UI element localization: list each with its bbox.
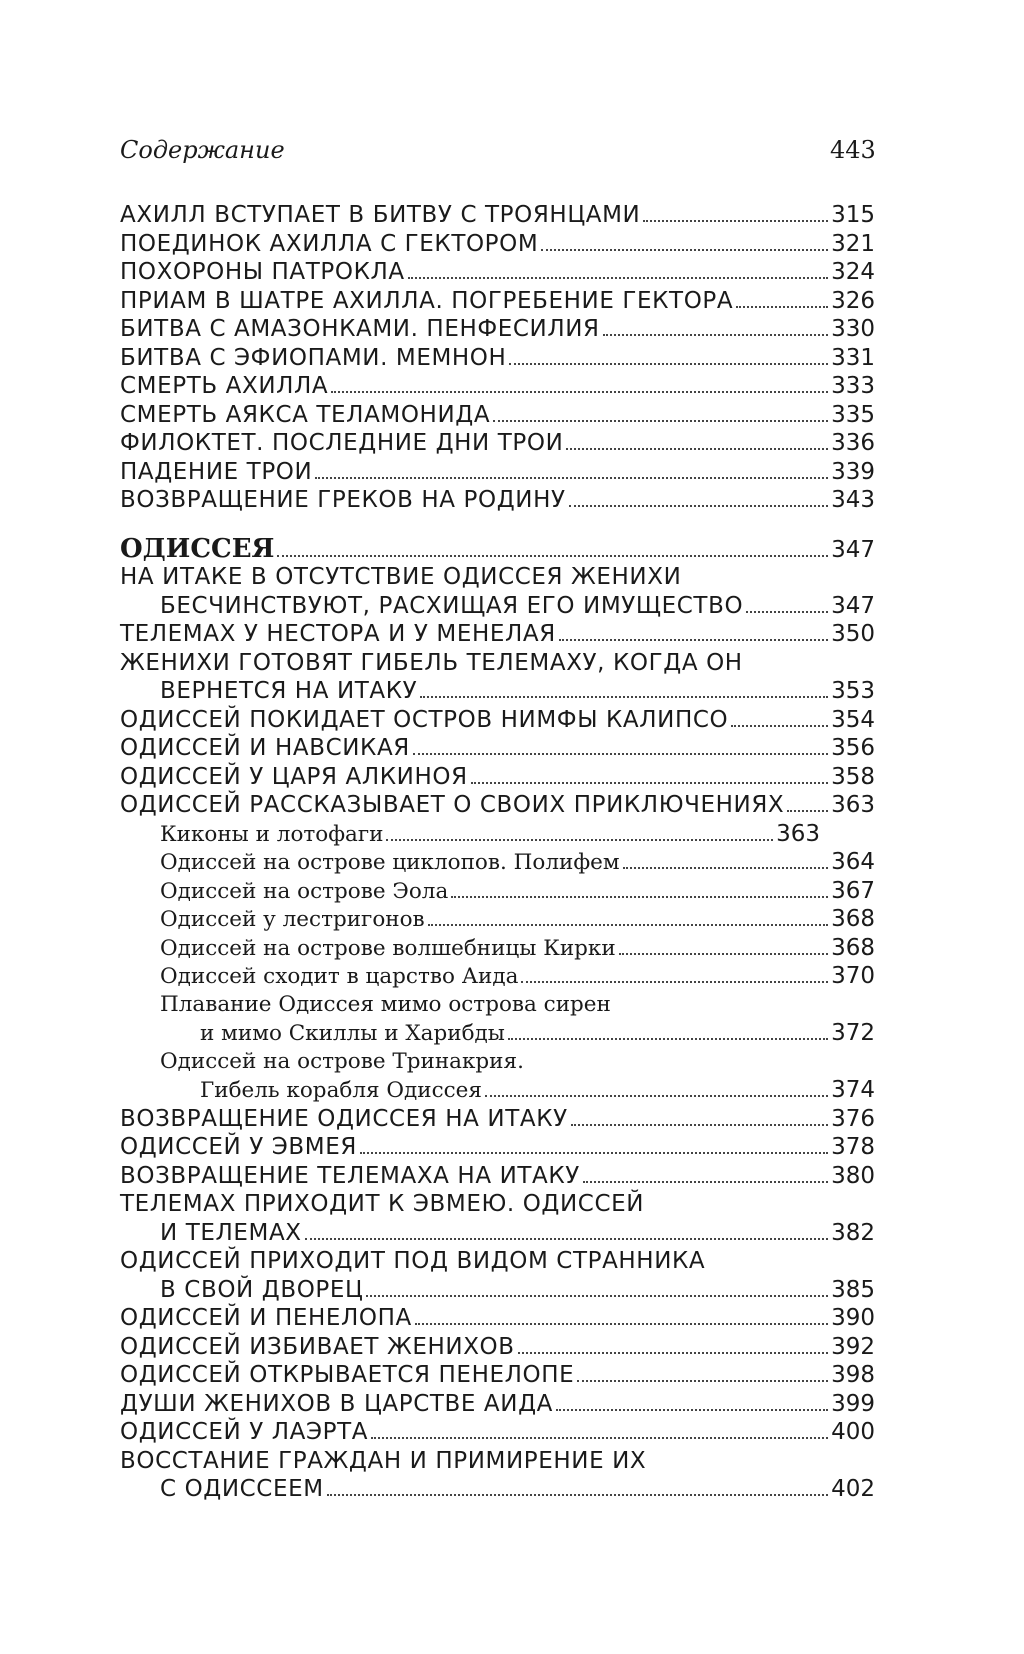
toc-entry-title: и мимо Скиллы и Харибды — [200, 1021, 505, 1046]
toc-page-number: 358 — [831, 763, 875, 790]
toc-entry-title: Одиссей у лестригонов — [160, 907, 425, 932]
toc-entry-line — [120, 1076, 875, 1105]
toc-page-number: 376 — [831, 1105, 875, 1132]
toc-entry-line — [120, 1361, 875, 1390]
toc-entry-line — [120, 763, 875, 792]
running-header-title: Содержание — [120, 136, 285, 164]
toc-entry-line — [120, 1333, 875, 1362]
dot-leader — [746, 611, 828, 613]
toc-entry-line — [120, 734, 875, 763]
toc-entry-line — [120, 401, 875, 430]
toc-page-number: 353 — [831, 678, 875, 704]
toc-page-number: 356 — [831, 735, 875, 761]
toc-page-number: 400 — [831, 1419, 875, 1445]
toc-entry-title: ОДИССЕЙ У ЛАЭРТА — [120, 1419, 369, 1445]
toc-entry-title: БИТВА С АМАЗОНКАМИ. ПЕНФЕСИЛИЯ — [120, 316, 600, 342]
toc-entry-line — [120, 848, 875, 877]
toc-entry-title: ВОЗВРАЩЕНИЕ ГРЕКОВ НА РОДИНУ — [120, 487, 566, 513]
toc-entry-title: В СВОЙ ДВОРЕЦ — [160, 1276, 364, 1303]
toc-page-number: 321 — [831, 230, 875, 257]
toc-entry-title: ПОЕДИНОК АХИЛЛА С ГЕКТОРОМ — [120, 230, 539, 257]
dot-leader — [577, 1380, 828, 1382]
toc-page-number: 336 — [831, 430, 875, 456]
toc-entry-line — [120, 1304, 875, 1333]
toc-entry-line — [120, 1162, 875, 1191]
toc-page-number: 333 — [831, 373, 875, 399]
toc-entry-line — [120, 677, 875, 706]
dot-leader — [559, 639, 828, 641]
toc-part-heading — [120, 535, 875, 564]
toc-page-number: 370 — [831, 963, 875, 989]
toc-entry-title: ОДИССЕЙ ПРИХОДИТ ПОД ВИДОМ СТРАННИКА — [120, 1248, 706, 1274]
dot-leader — [619, 953, 828, 955]
dot-leader — [366, 1295, 828, 1297]
toc-entry-line — [120, 1390, 875, 1419]
toc-page-number: 372 — [831, 1020, 875, 1046]
dot-leader — [518, 1352, 828, 1354]
table-of-contents — [120, 201, 875, 1504]
toc-entry-title: ОДИССЕЙ ИЗБИВАЕТ ЖЕНИХОВ — [120, 1333, 515, 1360]
toc-entry-title: ПРИАМ В ШАТРЕ АХИЛЛА. ПОГРЕБЕНИЕ ГЕКТОРА — [120, 287, 734, 314]
toc-entry-title: БИТВА С ЭФИОПАМИ. МЕМНОН — [120, 344, 507, 371]
toc-page-number: 326 — [831, 287, 875, 314]
toc-entry-title: ВОЗВРАЩЕНИЕ ОДИССЕЯ НА ИТАКУ — [120, 1105, 568, 1132]
dot-leader — [428, 924, 828, 926]
toc-page-number: 390 — [831, 1305, 875, 1331]
toc-entry-title: ОДИССЕЙ И НАВСИКАЯ — [120, 735, 410, 761]
toc-page-number: 350 — [831, 621, 875, 647]
toc-entry-line — [120, 287, 875, 316]
toc-entry-title: ОДИССЕЙ ОТКРЫВАЕТСЯ ПЕНЕЛОПЕ — [120, 1362, 575, 1388]
toc-entry-title: АХИЛЛ ВСТУПАЕТ В БИТВУ С ТРОЯНЦАМИ — [120, 202, 641, 228]
dot-leader — [371, 1437, 828, 1439]
toc-entry-title: ВОЗВРАЩЕНИЕ ТЕЛЕМАХА НА ИТАКУ — [120, 1162, 580, 1189]
toc-entry-line — [120, 429, 875, 458]
toc-page-number: 363 — [776, 820, 820, 847]
toc-entry-line — [120, 1133, 875, 1162]
dot-leader — [541, 249, 828, 251]
toc-entry-title: ОДИССЕЙ У ЭВМЕЯ — [120, 1134, 357, 1160]
toc-entry-line — [120, 649, 875, 678]
toc-entry-title: Одиссей на острове циклопов. Полифем — [160, 850, 620, 875]
dot-leader — [420, 696, 828, 698]
toc-page-number: 335 — [831, 401, 875, 428]
toc-entry-title: Одиссей на острове Эола — [160, 878, 449, 904]
toc-page-number: 315 — [831, 202, 875, 228]
toc-entry-line — [120, 1475, 875, 1504]
toc-page-number: 385 — [831, 1276, 875, 1303]
toc-entry-title: И ТЕЛЕМАХ — [160, 1219, 302, 1246]
toc-entry-line — [120, 458, 875, 487]
toc-entry-line — [120, 991, 875, 1020]
toc-entry-line — [120, 877, 875, 906]
toc-entry-title: ОДИССЕЯ — [120, 533, 275, 564]
toc-entry-title: ВЕРНЕТСЯ НА ИТАКУ — [160, 678, 418, 704]
toc-entry-line — [120, 344, 875, 373]
toc-entry-line — [120, 905, 875, 934]
dot-leader — [451, 896, 828, 898]
toc-entry-line — [120, 1190, 875, 1219]
dot-leader — [327, 1494, 828, 1496]
dot-leader — [569, 505, 829, 507]
toc-entry-line — [120, 372, 875, 401]
toc-entry-line — [120, 563, 875, 592]
toc-page-number: 347 — [831, 536, 875, 563]
toc-page-number: 378 — [831, 1134, 875, 1160]
toc-page-number: 347 — [831, 592, 875, 619]
dot-leader — [413, 753, 828, 755]
toc-entry-title: ПАДЕНИЕ ТРОИ — [120, 458, 313, 485]
dot-leader — [386, 839, 773, 841]
toc-page-number: 380 — [831, 1162, 875, 1189]
dot-leader — [315, 477, 828, 479]
dot-leader — [415, 1323, 828, 1325]
toc-entry-line — [120, 1447, 875, 1476]
toc-entry-title: ПОХОРОНЫ ПАТРОКЛА — [120, 259, 405, 285]
dot-leader — [603, 334, 828, 336]
toc-entry-line — [120, 706, 875, 735]
toc-page-number: 402 — [831, 1476, 875, 1502]
toc-page-number: 330 — [831, 316, 875, 342]
toc-page-number: 367 — [831, 877, 875, 904]
toc-page-number: 374 — [831, 1077, 875, 1103]
dot-leader — [471, 782, 828, 784]
toc-page-number: 339 — [831, 458, 875, 485]
toc-entry-line — [120, 1219, 875, 1248]
dot-leader — [643, 220, 828, 222]
toc-entry-title: ОДИССЕЙ И ПЕНЕЛОПА — [120, 1305, 412, 1331]
toc-entry-title: Одиссей на острове Тринакрия. — [160, 1048, 524, 1074]
dot-leader — [571, 1124, 828, 1126]
toc-page-number: 331 — [831, 344, 875, 371]
toc-entry-title: Плавание Одиссея мимо острова сирен — [160, 991, 611, 1017]
toc-page-number: 399 — [831, 1390, 875, 1417]
toc-entry-title: Одиссей на острове волшебницы Кирки — [160, 935, 616, 961]
toc-page-number: 363 — [831, 792, 875, 818]
dot-leader — [787, 810, 828, 812]
toc-entry-title: СМЕРТЬ АХИЛЛА — [120, 373, 329, 399]
toc-entry-line — [120, 315, 875, 344]
toc-entry-title: ДУШИ ЖЕНИХОВ В ЦАРСТВЕ АИДА — [120, 1390, 553, 1417]
toc-entry-title: СМЕРТЬ АЯКСА ТЕЛАМОНИДА — [120, 401, 491, 428]
dot-leader — [556, 1409, 828, 1411]
dot-leader — [408, 277, 828, 279]
dot-leader — [277, 555, 828, 557]
toc-entry-line — [120, 620, 875, 649]
dot-leader — [331, 391, 828, 393]
toc-entry-title: ОДИССЕЙ РАССКАЗЫВАЕТ О СВОИХ ПРИКЛЮЧЕНИЯХ — [120, 792, 785, 818]
dot-leader — [731, 725, 828, 727]
toc-page-number: 398 — [831, 1362, 875, 1388]
toc-entry-title: ФИЛОКТЕТ. ПОСЛЕДНИЕ ДНИ ТРОИ — [120, 430, 564, 456]
toc-entry-line — [120, 1247, 875, 1276]
toc-entry-line — [120, 230, 875, 259]
toc-entry-title: ТЕЛЕМАХ У НЕСТОРА И У МЕНЕЛАЯ — [120, 621, 556, 647]
toc-page-number: 343 — [831, 487, 875, 513]
toc-entry-line — [120, 1048, 875, 1077]
toc-entry-line — [120, 1019, 875, 1048]
dot-leader — [521, 981, 828, 983]
toc-entry-line — [120, 258, 875, 287]
toc-entry-title: ТЕЛЕМАХ ПРИХОДИТ К ЭВМЕЮ. ОДИССЕЙ — [120, 1191, 645, 1217]
dot-leader — [485, 1095, 828, 1097]
toc-entry-title: Одиссей сходит в царство Аида — [160, 964, 519, 989]
dot-leader — [508, 1038, 828, 1040]
toc-page-number: 354 — [831, 706, 875, 733]
toc-page-number: 382 — [831, 1219, 875, 1246]
toc-page-number: 368 — [831, 906, 875, 932]
toc-entry-line — [120, 1276, 875, 1305]
toc-entry-line — [120, 1418, 875, 1447]
toc-entry-line — [120, 486, 875, 515]
toc-entry-title: ОДИССЕЙ У ЦАРЯ АЛКИНОЯ — [120, 763, 468, 790]
dot-leader — [736, 306, 828, 308]
toc-entry-title: БЕСЧИНСТВУЮТ, РАСХИЩАЯ ЕГО ИМУЩЕСТВО — [160, 592, 744, 619]
page-number: 443 — [830, 136, 876, 164]
dot-leader — [493, 420, 828, 422]
toc-page-number: 392 — [831, 1333, 875, 1360]
toc-entry-title: Киконы и лотофаги — [160, 821, 384, 847]
toc-entry-line — [120, 592, 875, 621]
toc-entry-line — [120, 962, 875, 991]
toc-entry-line — [120, 820, 875, 849]
dot-leader — [583, 1181, 828, 1183]
section-gap — [120, 515, 875, 535]
dot-leader — [360, 1152, 828, 1154]
toc-entry-line — [120, 1105, 875, 1134]
dot-leader — [509, 363, 828, 365]
toc-page-number: 364 — [831, 849, 875, 875]
toc-entry-line — [120, 791, 875, 820]
dot-leader — [566, 448, 828, 450]
toc-entry-title: ЖЕНИХИ ГОТОВЯТ ГИБЕЛЬ ТЕЛЕМАХУ, КОГДА ОН — [120, 649, 743, 676]
toc-entry-line — [120, 201, 875, 230]
toc-page-number: 324 — [831, 259, 875, 285]
toc-entry-title: С ОДИССЕЕМ — [160, 1476, 324, 1502]
toc-entry-title: ВОССТАНИЕ ГРАЖДАН И ПРИМИРЕНИЕ ИХ — [120, 1447, 647, 1474]
toc-entry-title: ОДИССЕЙ ПОКИДАЕТ ОСТРОВ НИМФЫ КАЛИПСО — [120, 706, 729, 733]
dot-leader — [623, 867, 828, 869]
toc-entry-title: НА ИТАКЕ В ОТСУТСТВИЕ ОДИССЕЯ ЖЕНИХИ — [120, 564, 682, 590]
toc-entry-line — [120, 934, 875, 963]
toc-entry-title: Гибель корабля Одиссея — [200, 1078, 482, 1103]
toc-page-number: 368 — [831, 934, 875, 961]
dot-leader — [305, 1238, 828, 1240]
